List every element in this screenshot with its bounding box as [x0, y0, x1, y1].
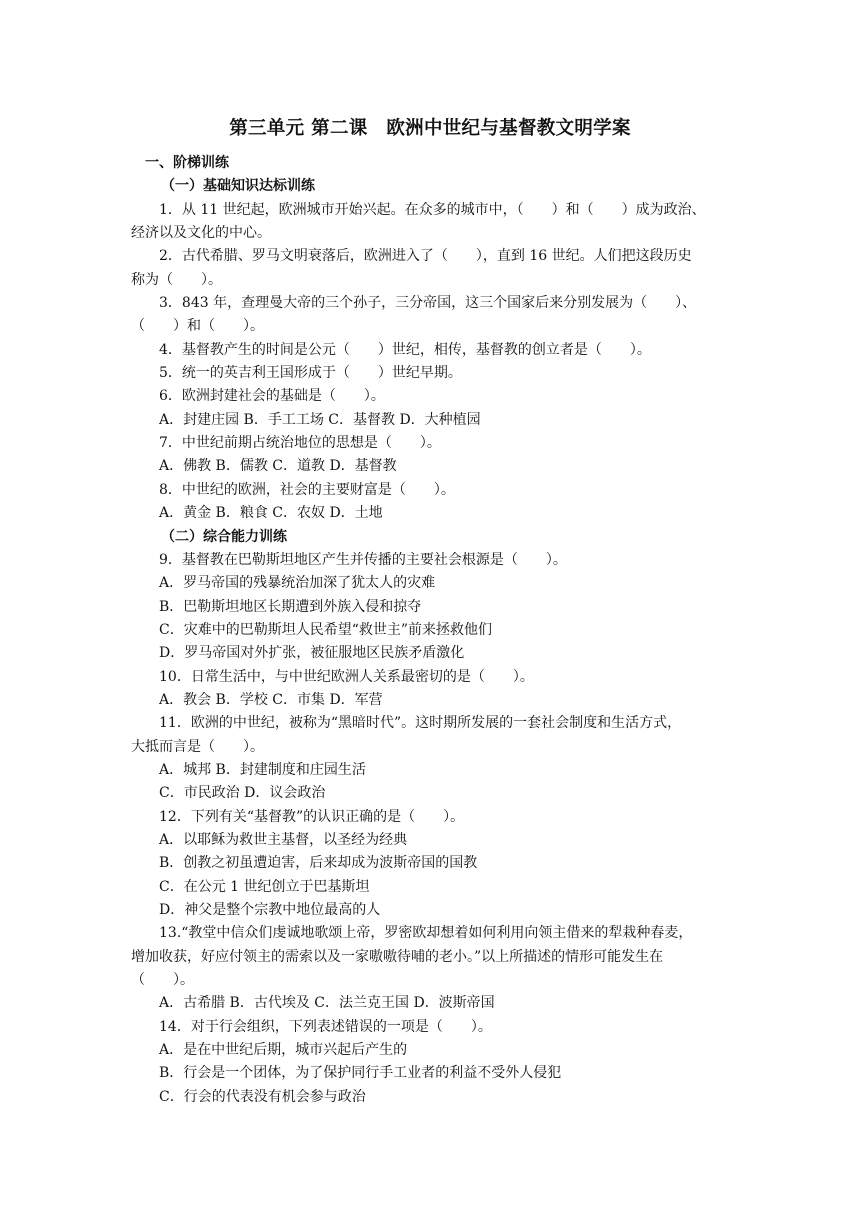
text-line: 14．对于行会组织，下列表述错误的一项是（ ）。	[159, 1018, 492, 1035]
text-line: 9．基督教在巴勒斯坦地区产生并传播的主要社会根源是（ ）。	[159, 551, 567, 568]
text-line: 称为（ ）。	[131, 271, 222, 288]
text-line: （二）综合能力训练	[161, 528, 287, 545]
text-line: 1．从 11 世纪起，欧洲城市开始兴起。在众多的城市中，（ ）和（ ）成为政治、	[159, 201, 706, 218]
text-line: B．巴勒斯坦地区长期遭到外族入侵和掠夺	[159, 598, 422, 615]
text-line: A．教会 B．学校 C．市集 D．军营	[159, 691, 383, 708]
text-line: 8．中世纪的欧洲，社会的主要财富是（ ）。	[159, 481, 455, 498]
page-title: 第三单元 第二课 欧洲中世纪与基督教文明学案	[229, 118, 631, 139]
text-line: C．灾难中的巴勒斯坦人民希望“救世主”前来拯救他们	[159, 621, 493, 638]
text-line: D．罗马帝国对外扩张，被征服地区民族矛盾激化	[159, 645, 465, 662]
text-line: （一）基础知识达标训练	[161, 178, 315, 195]
text-line: A．佛教 B．儒教 C．道教 D．基督教	[159, 458, 397, 475]
text-line: 4．基督教产生的时间是公元（ ）世纪，相传，基督教的创立者是（ ）。	[159, 341, 651, 358]
text-line: A．城邦 B．封建制度和庄园生活	[159, 761, 366, 778]
text-line: 2．古代希腊、罗马文明衰落后，欧洲进入了（ ），直到 16 世纪。人们把这段历史	[159, 248, 692, 265]
document-body	[131, 152, 731, 1109]
text-line: C．在公元 1 世纪创立于巴基斯坦	[159, 878, 370, 895]
text-line: 11．欧洲的中世纪，被称为“黑暗时代”。这时期所发展的一套社会制度和生活方式，	[159, 715, 682, 732]
text-line: 一、阶梯训练	[145, 155, 229, 171]
text-line: 13.“教堂中信众们虔诚地歌颂上帝，罗密欧却想着如何利用向领主借来的犁栽种春麦，	[159, 925, 693, 942]
text-line: 3．843 年，查理曼大帝的三个孙子，三分帝国，这三个国家后来分别发展为（ ）、	[159, 295, 697, 312]
text-line: （ ）。	[131, 972, 194, 989]
text-line: A．是在中世纪后期，城市兴起后产生的	[159, 1042, 408, 1059]
text-line: A．以耶稣为救世主基督，以圣经为经典	[159, 831, 408, 848]
text-line: 7．中世纪前期占统治地位的思想是（ ）。	[159, 435, 441, 452]
text-line: 增加收获，好应付领主的需索以及一家嗷嗷待哺的老小。”以上所描述的情形可能发生在	[131, 948, 664, 965]
text-line: （ ）和（ ）。	[131, 318, 264, 335]
text-line: B．行会是一个团体，为了保护同行手工业者的利益不受外人侵犯	[159, 1065, 562, 1082]
text-line: B．创教之初虽遭迫害，后来却成为波斯帝国的国教	[159, 855, 478, 872]
text-line: C．行会的代表没有机会参与政治	[159, 1088, 366, 1105]
text-line: A．封建庄园 B．手工工场 C．基督教 D．大种植园	[159, 411, 481, 428]
text-line: 5．统一的英吉利王国形成于（ ）世纪早期。	[159, 365, 462, 382]
text-line: 10．日常生活中，与中世纪欧洲人关系最密切的是（ ）。	[159, 668, 534, 685]
text-line: 6．欧洲封建社会的基础是（ ）。	[159, 388, 385, 405]
text-line: 经济以及文化的中心。	[131, 225, 271, 242]
text-line: C．市民政治 D．议会政治	[159, 785, 326, 802]
text-line: 12．下列有关“基督教”的认识正确的是（ ）。	[159, 808, 465, 825]
text-line: A．罗马帝国的残暴统治加深了犹太人的灾难	[159, 575, 436, 592]
text-line: 大抵而言是（ ）。	[131, 738, 264, 755]
text-line: D．神父是整个宗教中地位最高的人	[159, 902, 381, 918]
text-line: A．古希腊 B．古代埃及 C．法兰克王国 D．波斯帝国	[159, 995, 495, 1012]
text-line: A．黄金 B．粮食 C．农奴 D．土地	[159, 505, 383, 522]
